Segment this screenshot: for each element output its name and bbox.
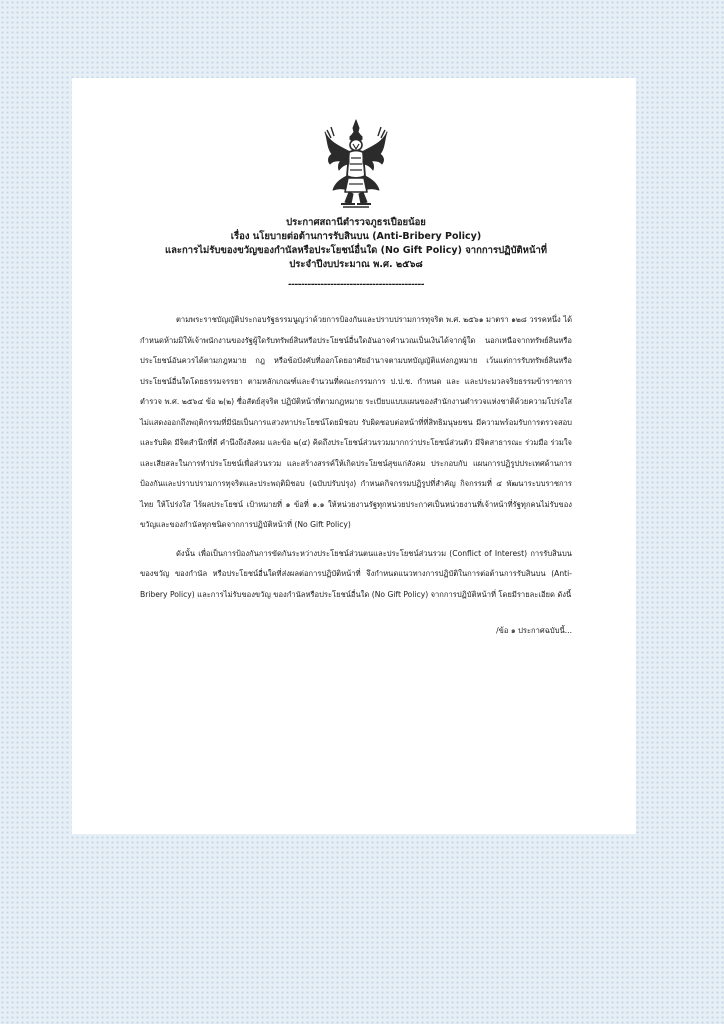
announcement-header <box>140 216 572 272</box>
header-fiscal-year: ประจำปีงบประมาณ พ.ศ. ๒๕๖๘ <box>289 259 423 270</box>
document-page <box>72 78 636 834</box>
body-paragraph-2: ดังนั้น เพื่อเป็นการป้องกันการขัดกันระหว่างประโยชน์ส่วนตนและประโยชน์ส่วนรวม (Conflict of Interest) การรับสินบน ของขวัญ ของกำนัล หรือประโยชน์อื่นใดที่ส่งผลต่อการปฏิบัติหน้าที่ จึงกำหนดแนวทางการปฏิบัติในการต่อต้านการรับสินบน (Anti-Bribery Policy) และการไม่รับของขวัญ ของกำนัลหรือประโยชน์อื่นใด (No Gift Policy) จากการปฏิบัติหน้าที่ โดยมีรายละเอียด ดังนี้ <box>140 548 572 599</box>
separator-line: ------------------------------------------ <box>288 280 424 290</box>
document-body <box>140 310 572 605</box>
continuation-note: /ข้อ ๑ ประกาศฉบับนี้... <box>496 626 572 635</box>
header-issuer: ประกาศสถานีตำรวจภูธรเปือยน้อย <box>286 217 426 228</box>
header-subject-cont: และการไม่รับของขวัญของกำนัลหรือประโยชน์อื่นใด (No Gift Policy) จากการปฏิบัติหน้าที่ <box>164 245 548 256</box>
garuda-emblem-icon <box>321 118 391 210</box>
header-subject: เรื่อง นโยบายต่อต้านการรับสินบน (Anti-Bribery Policy) <box>230 231 482 242</box>
body-paragraph-1: ตามพระราชบัญญัติประกอบรัฐธรรมนูญว่าด้วยการป้องกันและปราบปรามการทุจริต พ.ศ. ๒๕๖๑ มาตรา ๑๒๘ วรรคหนึ่ง ได้กำหนดห้ามมิให้เจ้าพนักงานของรัฐผู้ใดรับทรัพย์สินหรือประโยชน์อื่นใดอันอาจคำนวณเป็นเงินได้จากผู้ใด นอกเหนือจากทรัพย์สินหรือประโยชน์อันควรได้ตามกฎหมาย กฎ หรือข้อบังคับที่ออกโดยอาศัยอำนาจตามบทบัญญัติแห่งกฎหมาย เว้นแต่การรับทรัพย์สินหรือประโยชน์อื่นใดโดยธรรมจรรยา ตามหลักเกณฑ์และจำนวนที่คณะกรรมการ ป.ป.ช. กำหนด และ และประมวลจริยธรรมข้าราชการตำรวจ พ.ศ. ๒๕๖๔ ข้อ ๒(๒) ซื่อสัตย์สุจริต ปฏิบัติหน้าที่ตามกฎหมาย ระเบียบแบบแผนของสำนักงานตำรวจแห่งชาติด้วยความโปร่งใส ไม่แสดงออกถึงพฤติกรรมที่มีนัยเป็นการแสวงหาประโยชน์โดยมิชอบ รับผิดชอบต่อหน้าที่ที่สิทธิมนุษยชน มีความพร้อมรับการตรวจสอบและรับผิด มีจิตสำนึกที่ดี คำนึงถึงสังคม และข้อ ๒(๔) คิดถึงประโยชน์ส่วนรวมมากกว่าประโยชน์ส่วนตัว มีจิตสาธารณะ ร่วมมือ ร่วมใจ และเสียสละในการทำประโยชน์เพื่อส่วนรวม และสร้างสรรค์ให้เกิดประโยชน์สุขแก่สังคม ประกอบกับ แผนการปฏิรูปประเทศด้านการป้องกันและปราบปรามการทุจริตและประพฤติมิชอบ (ฉบับปรับปรุง) กำหนดกิจกรรมปฏิรูปที่สำคัญ กิจกรรมที่ ๔ พัฒนาระบบราชการไทย ให้โปร่งใส ไร้ผลประโยชน์ เป้าหมายที่ ๑ ข้อที่ ๑.๑ ให้หน่วยงานรัฐทุกหน่วยประกาศเป็นหน่วยงานที่เจ้าหน้าที่รัฐทุกคนไม่รับของขวัญและของกำนัลทุกชนิดจากการปฏิบัติหน้าที่ (No Gift Policy) <box>140 315 572 529</box>
